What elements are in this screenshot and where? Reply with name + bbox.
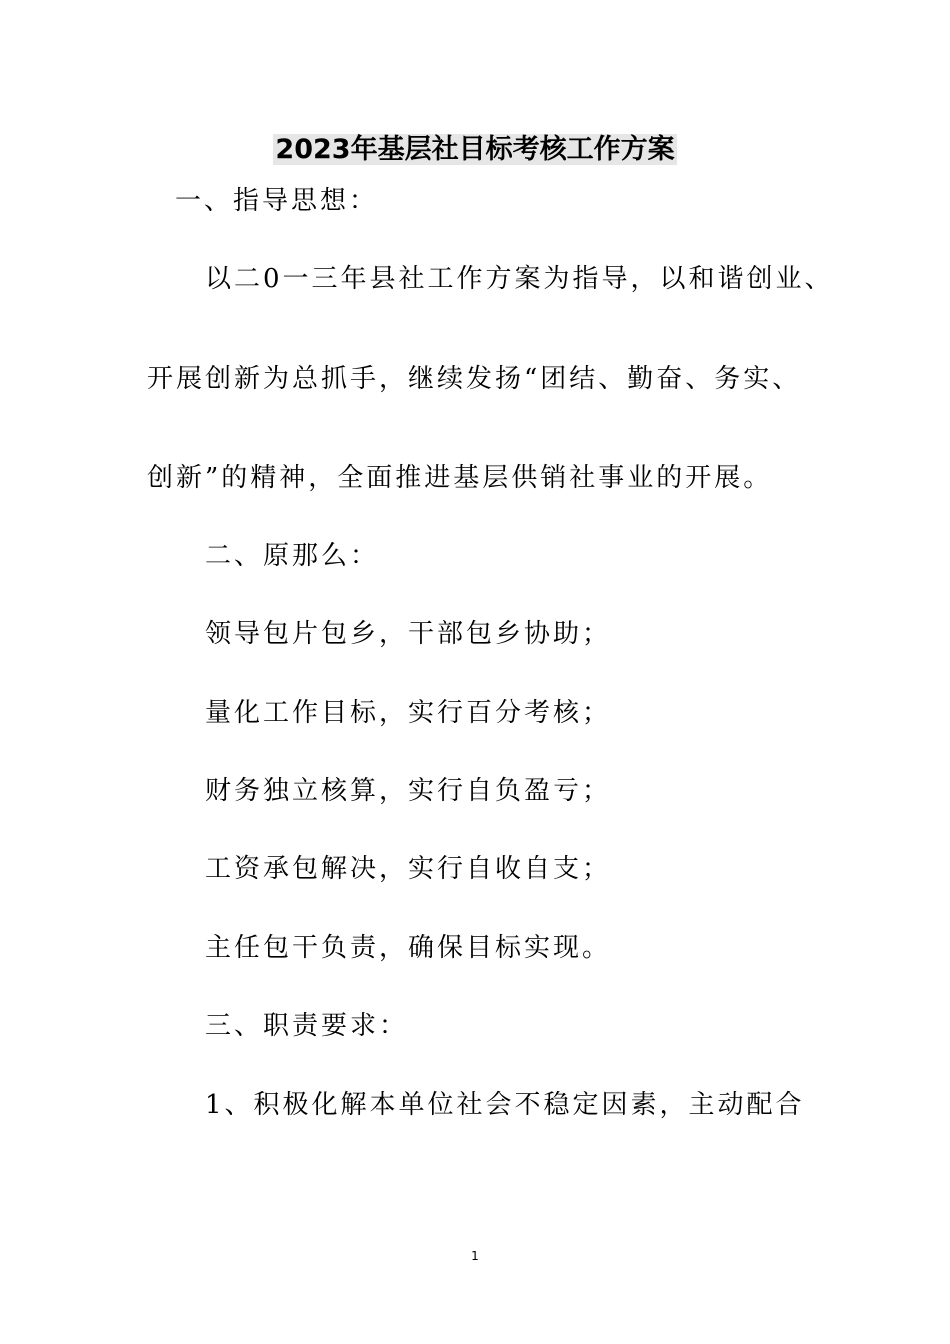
page-number: 1 — [471, 1249, 479, 1263]
list-item: 领导包片包乡，干部包乡协助； — [205, 619, 612, 649]
paragraph-line: 以二0一三年县社工作方案为指导，以和谐创业、 — [205, 264, 834, 294]
section-heading-guiding-thought: 一、指导思想： — [175, 186, 379, 216]
paragraph-line: 开展创新为总抓手，继续发扬“团结、勤奋、务实、 — [147, 364, 802, 394]
section-heading-responsibilities: 三、职责要求： — [205, 1011, 409, 1041]
list-item: 量化工作目标，实行百分考核； — [205, 698, 612, 728]
list-item: 财务独立核算，实行自负盈亏； — [205, 776, 612, 806]
document-title-text: 2023年基层社目标考核工作方案 — [275, 134, 675, 165]
document-title — [0, 130, 950, 170]
list-item: 1、积极化解本单位社会不稳定因素，主动配合 — [205, 1090, 805, 1120]
list-item: 主任包干负责，确保目标实现。 — [205, 933, 612, 963]
section-heading-principles: 二、原那么： — [205, 541, 380, 571]
paragraph-line: 创新”的精神，全面推进基层供销社事业的开展。 — [147, 463, 773, 493]
list-item: 工资承包解决，实行自收自支； — [205, 854, 612, 884]
